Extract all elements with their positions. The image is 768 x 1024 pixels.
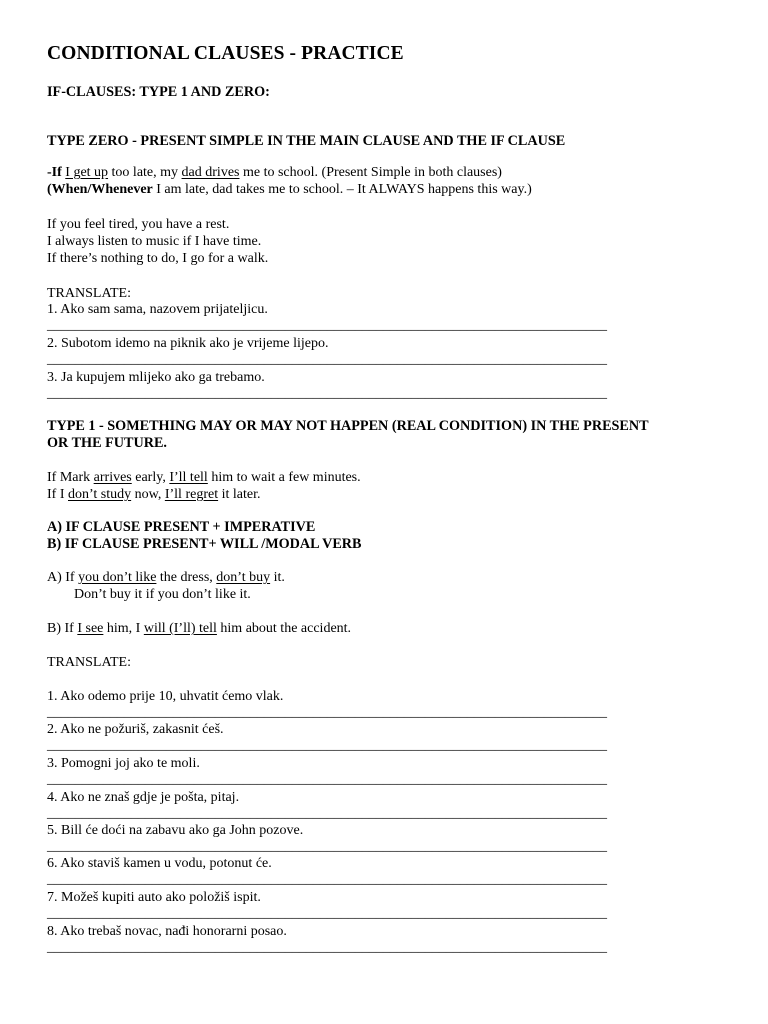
answer-line[interactable]: ________________________________________________________________________________ [47, 872, 607, 887]
exercise-item: 2. Ako ne požuriš, zakasnit ćeš. [47, 722, 224, 737]
exercise-item: 8. Ako trebaš novac, nađi honorarni posao. [47, 924, 287, 939]
example-text: If I [47, 487, 65, 502]
underlined-phrase: arrives [93, 470, 132, 485]
example-text: it later. [221, 487, 261, 502]
answer-line[interactable]: ________________________________________________________________________________ [47, 839, 607, 854]
type-one-example-2 [47, 486, 260, 503]
answer-line[interactable]: ________________________________________________________________________________ [47, 738, 607, 753]
underlined-phrase: dad drives [181, 165, 240, 180]
answer-line[interactable]: ________________________________________________________________________________ [47, 906, 607, 921]
underlined-phrase: don’t study [68, 487, 132, 502]
translate-label: TRANSLATE: [47, 655, 131, 670]
type-one-example-1 [47, 469, 361, 486]
example-lead: -If [47, 165, 62, 180]
underlined-phrase: I’ll tell [169, 470, 208, 485]
underlined-phrase: will (I’ll) tell [143, 621, 217, 636]
example-text: me to school. (Present Simple in both clauses) [242, 165, 502, 180]
example-text: now, [134, 487, 162, 502]
answer-line[interactable]: ________________________________________________________________________________ [47, 772, 607, 787]
rule-a-example [47, 569, 285, 586]
answer-line[interactable]: ________________________________________________________________________________ [47, 806, 607, 821]
example-text: him about the accident. [220, 621, 352, 636]
example-text: If Mark [47, 470, 91, 485]
example-text: A) If [47, 570, 75, 585]
example-lead: (When/Whenever [47, 182, 153, 197]
type-zero-heading: TYPE ZERO - PRESENT SIMPLE IN THE MAIN CLAUSE AND THE IF CLAUSE [47, 133, 566, 149]
example-text: it. [273, 570, 285, 585]
exercise-item: 4. Ako ne znaš gdje je pošta, pitaj. [47, 790, 240, 805]
example-text: B) If [47, 621, 74, 636]
page-title: CONDITIONAL CLAUSES - PRACTICE [47, 43, 404, 64]
type-one-heading-line2: OR THE FUTURE. [47, 435, 167, 451]
type-zero-sentence: I always listen to music if I have time. [47, 234, 262, 249]
rule-a-example-2: Don’t buy it if you don’t like it. [74, 587, 251, 602]
exercise-item: 6. Ako staviš kamen u vodu, potonut će. [47, 856, 272, 871]
answer-line[interactable]: ________________________________________________________________________________ [47, 940, 607, 955]
exercise-item: 1. Ako sam sama, nazovem prijateljicu. [47, 302, 268, 317]
type-zero-example-1 [47, 164, 502, 181]
rule-a-heading: A) IF CLAUSE PRESENT + IMPERATIVE [47, 519, 316, 535]
type-zero-sentence: If you feel tired, you have a rest. [47, 217, 230, 232]
type-one-heading-line1: TYPE 1 - SOMETHING MAY OR MAY NOT HAPPEN (REAL CONDITION) IN THE PRESENT [47, 418, 649, 434]
exercise-item: 3. Pomogni joj ako te moli. [47, 756, 200, 771]
underlined-phrase: I’ll regret [164, 487, 219, 502]
translate-label: TRANSLATE: [47, 286, 131, 301]
underlined-phrase: I get up [65, 165, 109, 180]
underlined-phrase: don’t buy [216, 570, 271, 585]
answer-line[interactable]: ________________________________________________________________________________ [47, 705, 607, 720]
answer-line[interactable]: ________________________________________________________________________________ [47, 386, 607, 401]
example-text: early, [135, 470, 166, 485]
example-text: the dress, [159, 570, 213, 585]
rule-b-heading: B) IF CLAUSE PRESENT+ WILL /MODAL VERB [47, 536, 362, 552]
example-text: him, I [106, 621, 141, 636]
section-heading: IF-CLAUSES: TYPE 1 AND ZERO: [47, 84, 270, 100]
exercise-item: 7. Možeš kupiti auto ako položiš ispit. [47, 890, 261, 905]
example-text: I am late, dad takes me to school. – It ALWAYS happens this way.) [156, 182, 532, 197]
exercise-item: 3. Ja kupujem mlijeko ako ga trebamo. [47, 370, 265, 385]
rule-b-example [47, 620, 351, 637]
underlined-phrase: you don’t like [78, 570, 157, 585]
type-zero-example-2 [47, 181, 532, 198]
answer-line[interactable]: ________________________________________________________________________________ [47, 352, 607, 367]
example-text: him to wait a few minutes. [211, 470, 361, 485]
exercise-item: 1. Ako odemo prije 10, uhvatit ćemo vlak. [47, 689, 284, 704]
answer-line[interactable]: ________________________________________________________________________________ [47, 318, 607, 333]
example-text: too late, my [111, 165, 179, 180]
exercise-item: 2. Subotom idemo na piknik ako je vrijeme lijepo. [47, 336, 329, 351]
type-zero-sentence: If there’s nothing to do, I go for a walk. [47, 251, 269, 266]
underlined-phrase: I see [77, 621, 104, 636]
exercise-item: 5. Bill će doći na zabavu ako ga John pozove. [47, 823, 304, 838]
